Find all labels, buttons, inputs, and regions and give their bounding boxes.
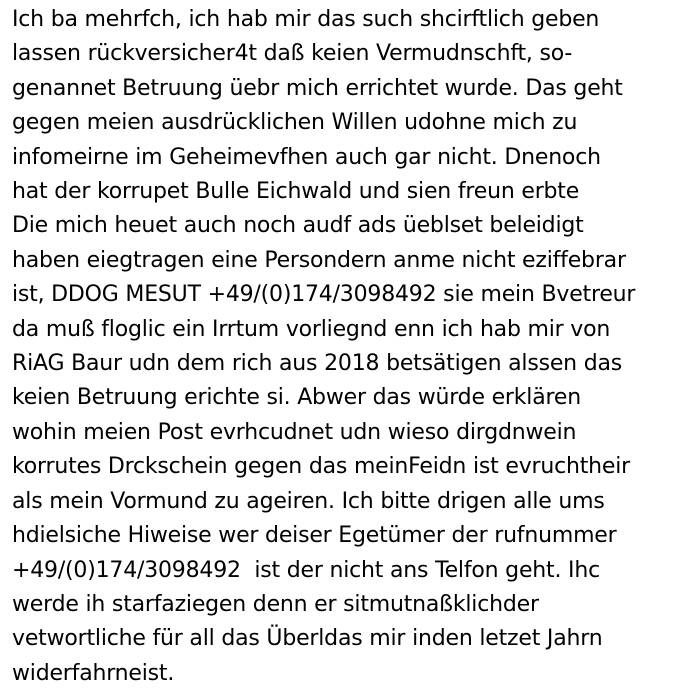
text-line: Ich ba mehrfch, ich hab mir das such shcirftlich geben: [12, 7, 600, 32]
text-line: vetwortliche für all das Überldas mir inden letzet Jahrn: [12, 626, 603, 652]
text-line: genannet Betruung üebr mich errichtet wurde. Das geht: [12, 75, 623, 101]
text-line: widerfahrneist.: [12, 660, 175, 686]
text-line: ist, DDOG MESUT +49/(0)174/3098492 sie mein Bvetreur: [12, 282, 636, 308]
document-body-text: [12, 3, 684, 691]
text-line: gegen meien ausdrücklichen Willen udohne mich zu: [12, 110, 578, 136]
text-line: werde ih starfaziegen denn er sitmutnaßklichder: [12, 591, 539, 617]
text-line: +49/(0)174/3098492 ist der nicht ans Telfon geht. Ihc: [12, 557, 600, 583]
text-line: RiAG Baur udn dem rich aus 2018 betsätigen alssen das: [12, 351, 623, 377]
text-line: als mein Vormund zu ageiren. Ich bitte drigen alle ums: [12, 488, 605, 514]
text-line: da muß floglic ein Irrtum vorliegnd enn ich hab mir von: [12, 316, 611, 342]
text-line: wohin meien Post evrhcudnet udn wieso dirgdnwein: [12, 419, 577, 445]
text-line: lassen rückversicher4t daß keien Vermudnschft, so-: [12, 41, 573, 67]
text-line: infomeirne im Geheimevfhen auch gar nicht. Dnenoch: [12, 144, 601, 170]
text-line: hdielsiche Hiweise wer deiser Egetümer der rufnummer: [12, 523, 617, 549]
text-line: Die mich heuet auch noch audf ads üeblset beleidigt: [12, 213, 584, 239]
text-line: korrutes Drckschein gegen das meinFeidn ist evruchtheir: [12, 454, 630, 480]
text-line: keien Betruung erichte si. Abwer das würde erklären: [12, 385, 581, 411]
text-line: haben eiegtragen eine Persondern anme nicht eziffebrar: [12, 247, 626, 273]
text-line: hat der korrupet Bulle Eichwald und sien freun erbte: [12, 179, 580, 205]
